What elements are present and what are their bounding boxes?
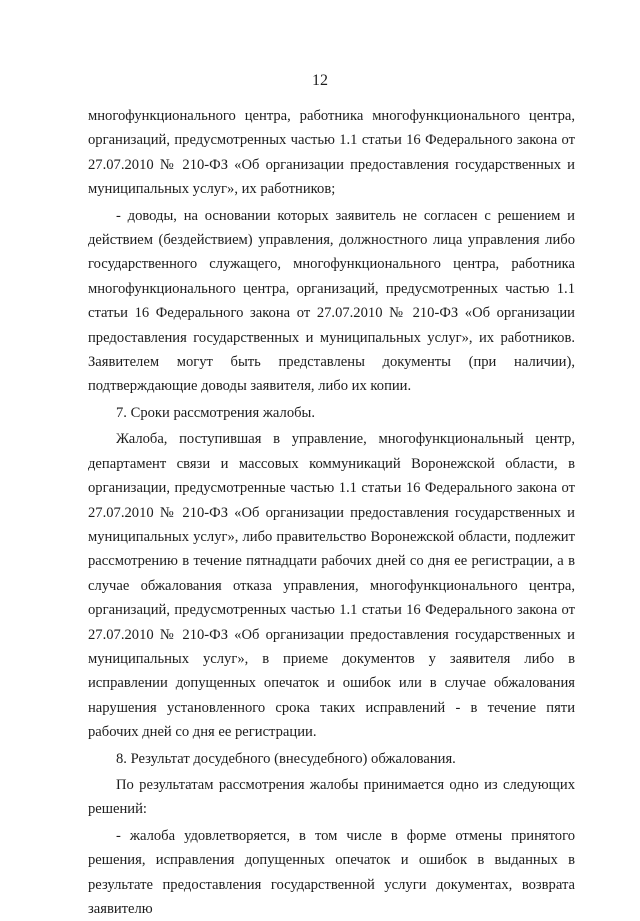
paragraph-continuation: многофункционального центра, работника многофункционального центра, организаций, предусмотренных частью 1.1 статьи 16 Федерального закона от 27.07.2010 № 210-ФЗ «Об организации предоставления государственных и муниципальных услуг», их работников; bbox=[88, 108, 575, 198]
paragraph-complaint-satisfied: - жалоба удовлетворяется, в том числе в форме отмены принятого решения, исправления допущенных опечаток и ошибок в выданных в результате предоставления государственной услуги документах, возврата заявителю bbox=[88, 827, 575, 917]
paragraph-decisions: По результатам рассмотрения жалобы принимается одно из следующих решений: bbox=[88, 776, 575, 818]
page-number: 12 bbox=[312, 72, 328, 89]
document-body bbox=[88, 104, 575, 921]
paragraph-arguments: - доводы, на основании которых заявитель не согласен с решением и действием (бездействием) управления, должностного лица управления либо государственного служащего, многофункционального центра, работника многофункционального центра, организаций, предусмотренных частью 1.1 статьи 16 Федерального закона от 27.07.2010 № 210-ФЗ «Об организации предоставления государственных и муниципальных услуг», их работников. Заявителем могут быть представлены документы (при наличии), подтверждающие доводы заявителя, либо их копии. bbox=[88, 207, 575, 395]
paragraph-review-terms: Жалоба, поступившая в управление, многофункциональный центр, департамент связи и массовых коммуникаций Воронежской области, в организации, предусмотренные частью 1.1 статьи 16 Федерального закона от 27.07.2010 № 210-ФЗ «Об организации предоставления государственных и муниципальных услуг», либо правительство Воронежской области, подлежит рассмотрению в течение пятнадцати рабочих дней со дня ее регистрации, а в случае обжалования отказа управления, многофункционального центра, организаций, предусмотренных частью 1.1 статьи 16 Федерального закона от 27.07.2010 № 210-ФЗ «Об организации предоставления государственных и муниципальных услуг», в приеме документов у заявителя либо в исправлении допущенных опечаток и ошибок или в случае обжалования нарушения установленного срока таких исправлений - в течение пяти рабочих дней со дня ее регистрации. bbox=[88, 431, 575, 741]
section-heading-8: 8. Результат досудебного (внесудебного) обжалования. bbox=[116, 750, 456, 767]
section-heading-7: 7. Сроки рассмотрения жалобы. bbox=[116, 404, 315, 421]
